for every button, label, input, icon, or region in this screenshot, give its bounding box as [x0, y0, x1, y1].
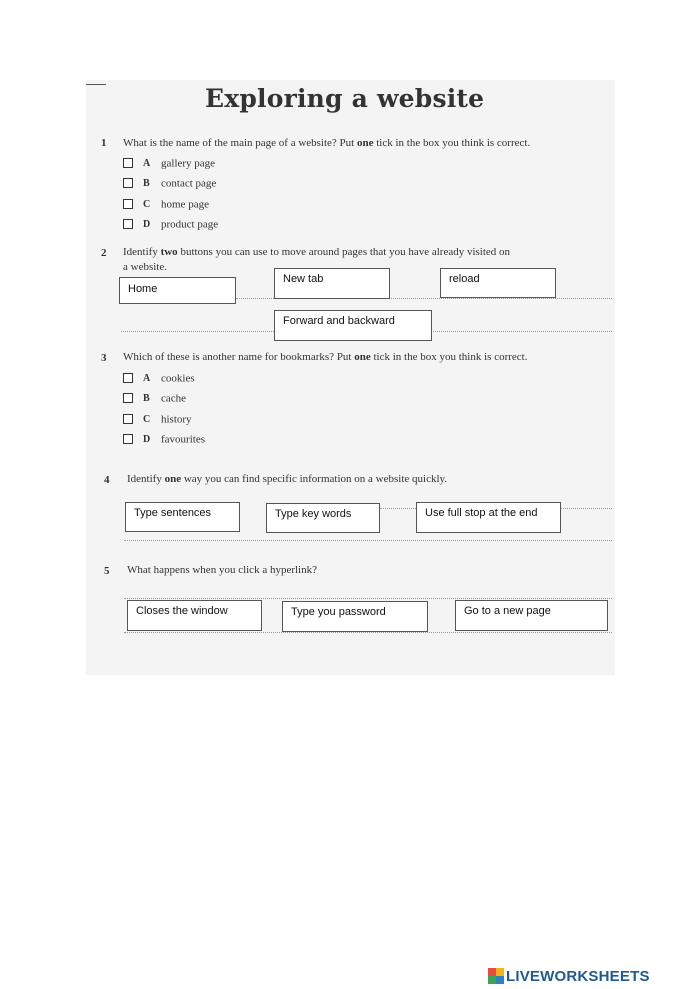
q1-option-b[interactable]: B contact page — [123, 177, 216, 191]
q3-number: 3 — [101, 352, 107, 364]
q1-option-c[interactable]: C home page — [123, 198, 209, 212]
worksheet-title: Exploring a website — [205, 84, 485, 113]
q1-option-a[interactable]: A gallery page — [123, 157, 215, 171]
logo-tile — [496, 968, 504, 976]
answer-line — [124, 540, 612, 541]
answer-type-you-password[interactable]: Type you password — [282, 601, 428, 632]
brand-name: LIVEWORKSHEETS — [506, 967, 650, 985]
q2-text: Identify two buttons you can use to move around pages that you have already visited on — [123, 246, 511, 258]
checkbox[interactable] — [123, 178, 133, 188]
checkbox[interactable] — [123, 199, 133, 209]
logo-tile — [488, 976, 496, 984]
answer-use-full-stop[interactable]: Use full stop at the end — [416, 502, 561, 533]
q3-option-d[interactable]: D favourites — [123, 433, 205, 447]
answer-go-to-a-new-page[interactable]: Go to a new page — [455, 600, 608, 631]
liveworksheets-brand — [488, 967, 650, 985]
q2-number: 2 — [101, 247, 107, 259]
answer-reload[interactable]: reload — [440, 268, 556, 298]
q5-text: What happens when you click a hyperlink? — [127, 564, 317, 576]
q3-option-c[interactable]: C history — [123, 413, 192, 427]
q5-number: 5 — [104, 565, 110, 577]
checkbox[interactable] — [123, 434, 133, 444]
checkbox[interactable] — [123, 414, 133, 424]
answer-new-tab[interactable]: New tab — [274, 268, 390, 299]
checkbox[interactable] — [123, 219, 133, 229]
q3-option-a[interactable]: A cookies — [123, 372, 195, 386]
answer-type-key-words[interactable]: Type key words — [266, 503, 380, 533]
q4-text: Identify one way you can find specific information on a website quickly. — [127, 473, 448, 485]
q2-text-line2: a website. — [123, 261, 167, 273]
checkbox[interactable] — [123, 373, 133, 383]
answer-line — [124, 632, 612, 633]
answer-line — [124, 598, 612, 599]
q4-number: 4 — [104, 474, 110, 486]
answer-home[interactable]: Home — [119, 277, 236, 304]
checkbox[interactable] — [123, 158, 133, 168]
q1-number: 1 — [101, 137, 107, 149]
q1-text: What is the name of the main page of a website? Put one tick in the box you think is correct. — [123, 137, 531, 149]
q3-text: Which of these is another name for bookmarks? Put one tick in the box you think is correct. — [123, 351, 528, 363]
logo-tile — [488, 968, 496, 976]
scan-edge-line — [86, 84, 106, 85]
answer-forward-and-backward[interactable]: Forward and backward — [274, 310, 432, 341]
liveworksheets-logo-icon — [488, 968, 504, 984]
logo-tile — [496, 976, 504, 984]
q1-option-d[interactable]: D product page — [123, 218, 218, 232]
checkbox[interactable] — [123, 393, 133, 403]
answer-type-sentences[interactable]: Type sentences — [125, 502, 240, 532]
q3-option-b[interactable]: B cache — [123, 392, 186, 406]
answer-closes-the-window[interactable]: Closes the window — [127, 600, 262, 631]
